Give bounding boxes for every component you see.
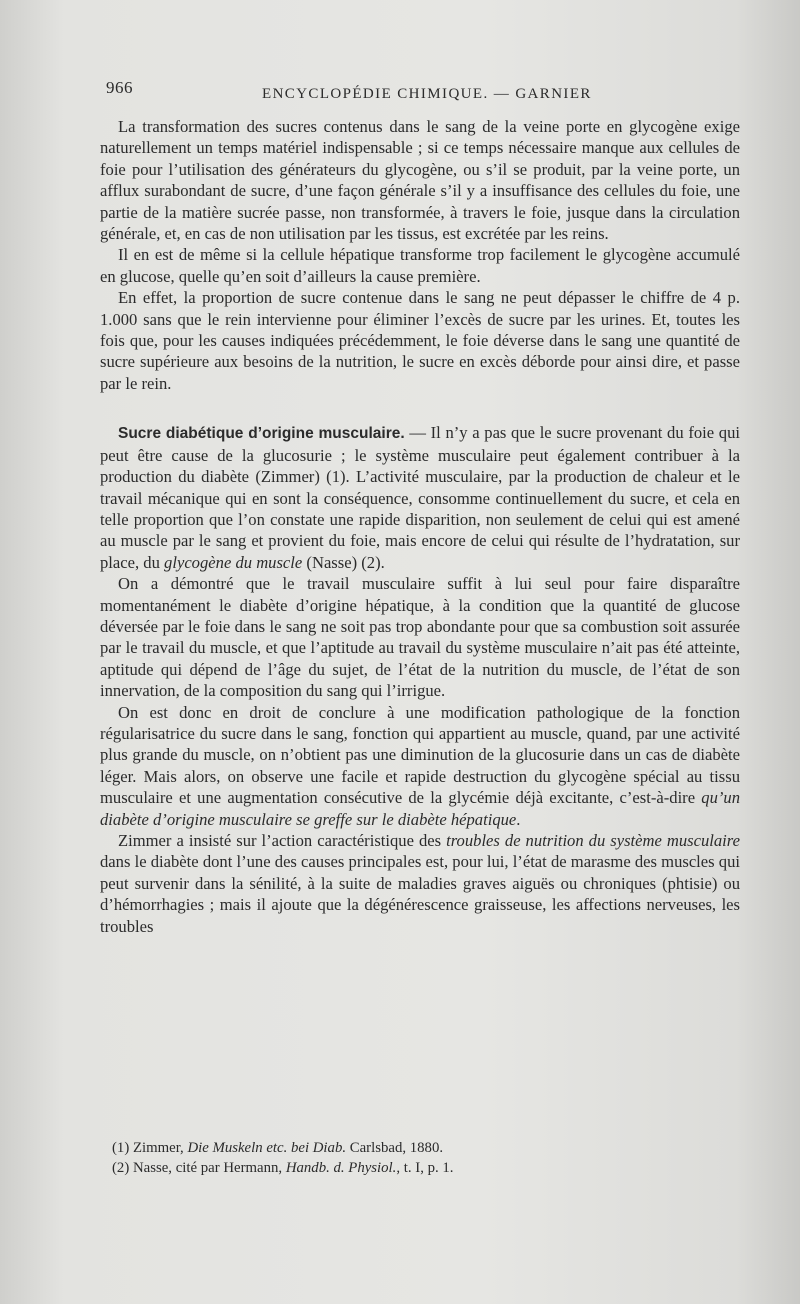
paragraph-4-italic: glycogène du muscle [164,552,303,572]
footnote-1-rest: Carlsbad, 1880. [346,1140,444,1156]
footnote-1 [112,1138,712,1158]
footnote-1-author: Zimmer, [129,1140,188,1156]
paragraph-6-text-a: On est donc en droit de conclure à une modification pathologique de la fonction régularisatrice du sucre dans le sang, fonction qui appartient au muscle, quand, par une activité plus grande du muscle, on n’obtient pas une diminution de la glucosurie dans un cas de diabète léger. Mais alors, on observe une facile et rapide destruction du glycogène spécial au tissu musculaire et une augmentation consécutive de la glycémie déjà excitante, c’est-à-dire [100,702,740,808]
paragraph-7-text-b: dans le diabète dont l’une des causes principales est, pour lui, l’état de marasme des muscles qui peut survenir dans la sénilité, à la suite de maladies graves aiguës ou chroniques (phtisie) ou d’hémorrhagies ; mais il ajoute que la dégénérescence graisseuse, les affections nerveuses, les troubles [100,852,740,936]
footnote-2-title: Handb. d. Physiol. [285,1160,397,1176]
paragraph-2: Il en est de même si la cellule hépatique transforme trop facilement le glycogène accumulé en glucose, quelle qu’en soit d’ailleurs la cause première. [100,245,740,286]
page-number: 966 [106,78,133,97]
paragraph-4-text-a: — Il n’y a pas que le sucre provenant du foie qui peut être cause de la glucosurie ; le système musculaire peut également contribuer à la production du diabète (Zimmer) (1). L’activité musculaire, par la production de chaleur et le travail mécanique qui en sont la conséquence, consomme continuellement du sucre, et cela en telle proportion que l’on constate une rapide disparition, non seulement de celui qui est amené au muscle par le sang et provient du foie, mais encore de celui qui résulte de l’hydratation, sur place, du [100,423,740,572]
footnote-1-marker: (1) [112,1140,130,1156]
section-gap [100,394,740,422]
footnote-1-title: Die Muskeln etc. bei Diab. [187,1140,347,1156]
paragraph-7 [100,830,740,937]
paragraph-6-italic: qu’un diabète d’origine musculaire se greffe sur le diabète hépatique [100,788,740,829]
paragraph-6 [100,702,740,830]
paragraph-5: On a démontré que le travail musculaire suffit à lui seul pour faire disparaître momentanément le diabète d’origine hépatique, à la condition que la quantité de glucose déversée par le foie dans le sang ne soit pas trop abondante pour que sa combustion soit assurée par le travail du muscle, et que l’aptitude au travail du système musculaire n’ait pas été atteinte, aptitude qui dépend de l’âge du sujet, de l’état de la nutrition du muscle, de l’état de son innervation, de la composition du sang qui l’irrigue. [100,574,740,701]
body-text [100,116,740,937]
footnote-2-author: Nasse, cité par Hermann, [129,1160,286,1176]
footnote-2 [112,1158,712,1178]
paragraph-3: En effet, la proportion de sucre contenue dans le sang ne peut dépasser le chiffre de 4 p. 1.000 sans que le rein intervienne pour éliminer l’excès de sucre par les urines. Et, toutes les fois que, pour les causes indiquées précédemment, le foie déverse dans le sang une quantité de sucre supérieure aux besoins de la nutrition, le sucre en excès déborde pour ainsi dire, et passe par le rein. [100,288,740,393]
paragraph-4 [100,422,740,573]
paragraph-7-text-a: Zimmer a insisté sur l’action caractéristique des [118,831,447,850]
paragraph-4-text-b: (Nasse) (2). [302,552,385,572]
footnote-2-rest: , t. I, p. 1. [396,1160,454,1176]
footnote-2-marker: (2) [112,1160,130,1176]
footnotes [112,1138,712,1178]
running-head: ENCYCLOPÉDIE CHIMIQUE. — GARNIER [262,86,592,102]
paragraph-7-italic: troubles de nutrition du système musculaire [446,831,740,850]
paragraph-6-text-b: . [516,809,521,829]
section-heading: Sucre diabétique d’origine musculaire. [118,425,405,443]
paragraph-1: La transformation des sucres contenus dans le sang de la veine porte en glycogène exige naturellement un temps matériel indispensable ; si ce temps nécessaire manque aux cellules de foie pour l’utilisation des générateurs du glycogène, ou s’il se produit, par la veine porte, un afflux surabondant de sucre, d’une façon générale s’il y a insuffisance des cellules du foie, une partie de la matière sucrée passe, non transformée, à travers le foie, jusque dans la circulation générale, et, en cas de non utilisation par les tissus, est excrétée par les reins. [100,117,740,244]
